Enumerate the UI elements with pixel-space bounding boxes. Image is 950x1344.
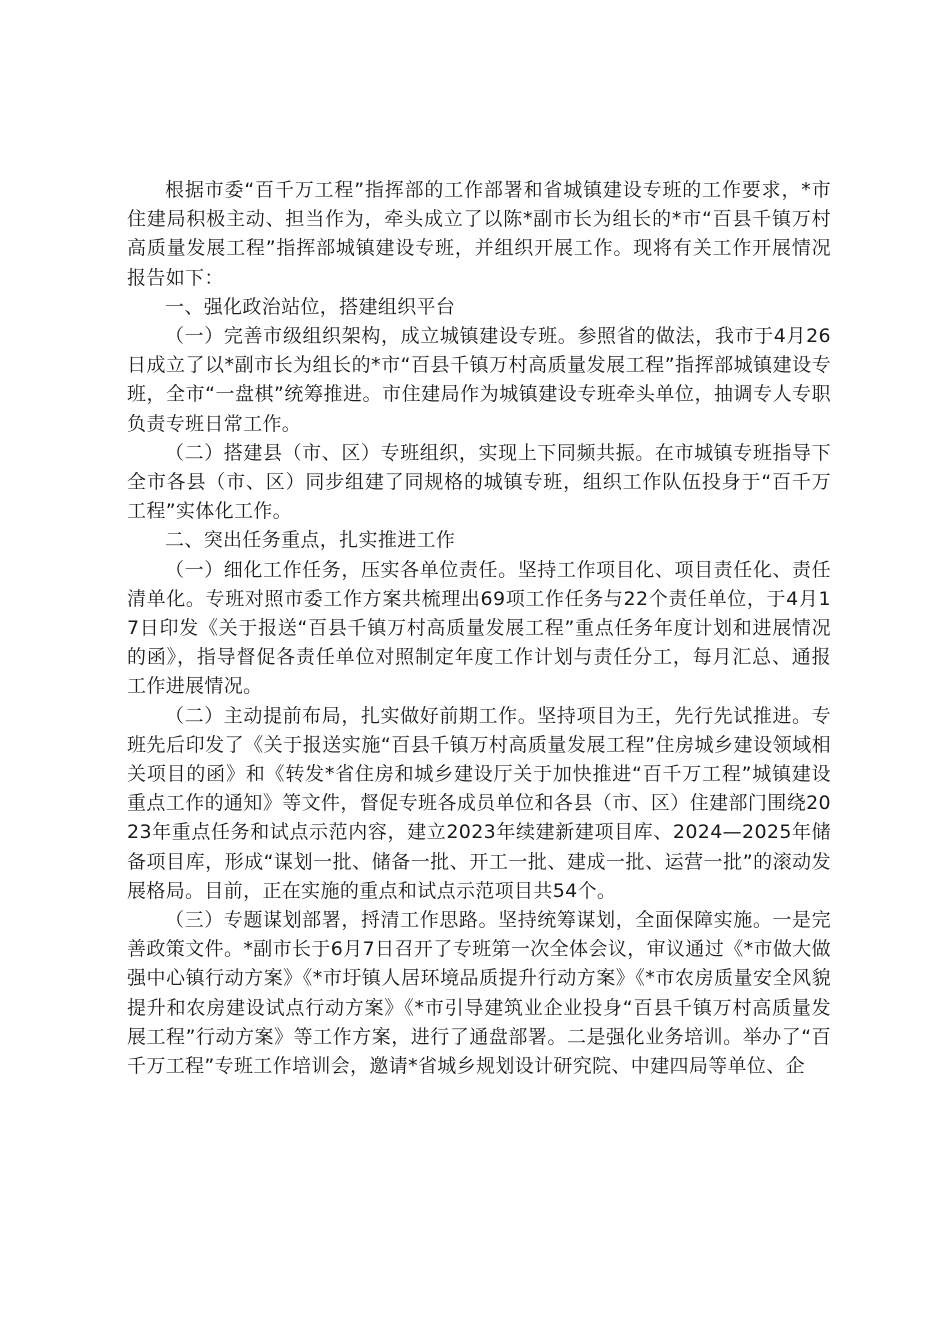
section-2-item-2: （二）主动提前布局，扎实做好前期工作。坚持项目为王，先行先试推进。专班先后印发了《关于报送实施“百县千镇万村高质量发展工程”住房城乡建设领域相关项目的函》和《转发*省住房和城乡建设厅关于加快推进“百千万工程”城镇建设重点工作的通知》等文件，督促专班各成员单位和各县（市、区）住建部门围绕2023年重点任务和试点示范内容，建立2023年续建新建项目库、2024—2025年储备项目库，形成“谋划一批、储备一批、开工一批、建成一批、运营一批”的滚动发展格局。目前，正在实施的重点和试点示范项目共54个。 <box>127 704 831 902</box>
document-body <box>127 176 831 1081</box>
section-1-item-1: （一）完善市级组织架构，成立城镇建设专班。参照省的做法，我市于4月26日成立了以*副市长为组长的*市“百县千镇万村高质量发展工程”指挥部城镇建设专班，全市“一盘棋”统筹推进。市住建局作为城镇建设专班牵头单位，抽调专人专职负责专班日常工作。 <box>127 325 831 435</box>
section-2-item-1: （一）细化工作任务，压实各单位责任。坚持工作项目化、项目责任化、责任清单化。专班对照市委工作方案共梳理出69项工作任务与22个责任单位，于4月17日印发《关于报送“百县千镇万村高质量发展工程”重点任务年度计划和进展情况的函》，指导督促各责任单位对照制定年度工作计划与责任分工，每月汇总、通报工作进展情况。 <box>127 558 831 698</box>
section-heading-2: 二、突出任务重点，扎实推进工作 <box>165 529 456 552</box>
section-2-item-3: （三）专题谋划部署，捋清工作思路。坚持统筹谋划，全面保障实施。一是完善政策文件。*副市长于6月7日召开了专班第一次全体会议，审议通过《*市做大做强中心镇行动方案》《*市圩镇人居环境品质提升行动方案》《*市农房质量安全风貌提升和农房建设试点行动方案》《*市引导建筑业企业投身“百县千镇万村高质量发展工程”行动方案》等工作方案，进行了通盘部署。二是强化业务培训。举办了“百千万工程”专班工作培训会，邀请*省城乡规划设计研究院、中建四局等单位、企 <box>127 909 831 1078</box>
intro-paragraph: 根据市委“百千万工程”指挥部的工作部署和省城镇建设专班的工作要求，*市住建局积极主动、担当作为，牵头成立了以陈*副市长为组长的*市“百县千镇万村高质量发展工程”指挥部城镇建设专班，并组织开展工作。现将有关工作开展情况报告如下： <box>127 179 831 289</box>
section-heading-1: 一、强化政治站位，搭建组织平台 <box>165 295 456 318</box>
section-1-item-2: （二）搭建县（市、区）专班组织，实现上下同频共振。在市城镇专班指导下全市各县（市、区）同步组建了同规格的城镇专班，组织工作队伍投身于“百千万工程”实体化工作。 <box>127 441 831 523</box>
